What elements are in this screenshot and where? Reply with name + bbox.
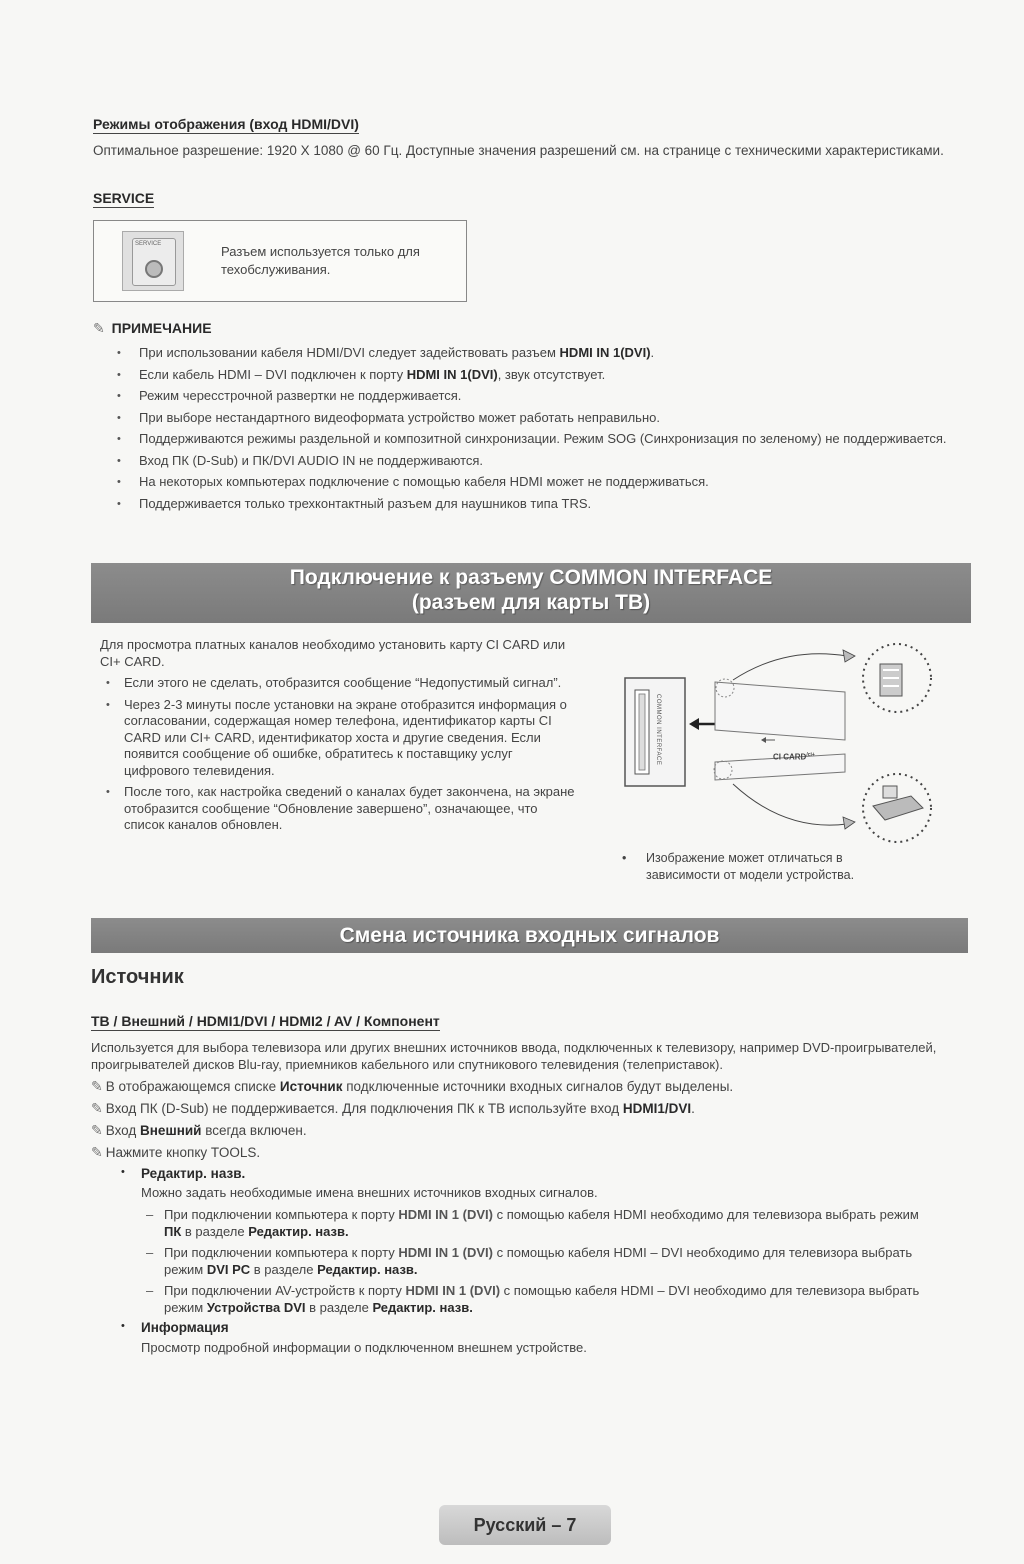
ci-bullet: • После того, как настройка сведений о каналах будет закончена, на экране отобразится сообщение “Обновление завершено”, означающее, что список каналов обновлен. (100, 784, 578, 834)
pencil-icon: ✎ (91, 1078, 103, 1094)
source-note: ✎ Вход ПК (D-Sub) не поддерживается. Для подключения ПК к ТВ используйте вход HDMI1/DVI. (91, 1100, 695, 1116)
source-note: ✎ Нажмите кнопку TOOLS. (91, 1144, 261, 1160)
display-modes-heading: Режимы отображения (вход HDMI/DVI) (93, 116, 359, 132)
note-item: • Режим чересстрочной развертки не поддерживается. (109, 388, 973, 405)
pencil-icon: ✎ (91, 1144, 103, 1160)
ci-bullet: • Через 2-3 минуты после установки на экране отобразится информация о согласовании, содержащая номер телефона, идентификатор карты CI CARD или CI+ CARD, идентификатор хоста и другие сведения. Если появится сообщение об ошибке, обратитесь к поставщику услуг цифрового телевидения. (100, 697, 578, 780)
note-item: • Вход ПК (D-Sub) и ПК/DVI AUDIO IN не поддерживаются. (109, 453, 973, 470)
source-notes (91, 1078, 971, 1161)
note-item: • Поддерживаются режимы раздельной и композитной синхронизации. Режим SOG (Синхронизация по зеленому) не поддерживается. (109, 431, 973, 448)
edit-name-title: Редактир. назв. (141, 1166, 246, 1181)
ci-image-note-text: Изображение может отличаться в зависимости от модели устройства. (646, 851, 855, 882)
note-list (93, 345, 973, 512)
note-item: • Поддерживается только трехконтактный разъем для наушников типа TRS. (109, 496, 973, 513)
info-desc: Просмотр подробной информации о подключенном внешнем устройстве. (141, 1340, 587, 1355)
edit-name-block: • Редактир. назв. Можно задать необходимые имена внешних источников входных сигналов. – При подключении компьютера к порту HDMI IN 1 (DVI) с помощью кабеля HDMI необходимо для телевизора выбрать режим ПК в разделе Редактир. назв. – При подключении компьютера к порту HDMI IN 1 (DVI) с помощью кабеля HDMI – DVI необходимо для телевизора выбрать режим DVI PC в разделе Редактир. назв. – При подключении AV-устройств к порту HDMI IN 1 (DVI) с помощью кабеля HDMI – DVI необходимо для телевизора выбрать режим Устройства DVI в разделе Редактир. назв. • Информация Просмотр подробной информации о подключенном внешнем устройстве. (121, 1166, 971, 1355)
info-title: Информация (141, 1320, 229, 1335)
source-note: ✎ В отображающемся списке Источник подключенные источники входных сигналов будут выделены. (91, 1078, 734, 1094)
service-section (93, 190, 154, 208)
note-item: • При выборе нестандартного видеоформата устройство может работать неправильно. (109, 410, 973, 427)
note-section (93, 320, 973, 517)
service-heading: SERVICE (93, 190, 155, 206)
ci-banner (91, 563, 971, 623)
edit-name-list (141, 1206, 921, 1316)
ci-card-label: CI $CARD^{/ci+}$ (773, 752, 815, 762)
source-banner: Смена источника входных сигналов (91, 918, 968, 953)
service-port-image (122, 231, 184, 291)
service-box (93, 220, 467, 302)
note-pencil-icon: ✎ (93, 320, 105, 336)
display-modes-section (93, 116, 973, 159)
ci-bullet-list (100, 675, 578, 834)
source-text: Используется для выбора телевизора или других внешних источников ввода, подключенных к телевизору, например DVD-проигрывателей, проигрывателей дисков Blu-ray, приемников кабельного или спутникового телевидения (телеприставок). (91, 1040, 937, 1072)
edit-name-item: – При подключении компьютера к порту HDMI IN 1 (DVI) с помощью кабеля HDMI – DVI необходимо для телевизора выбрать режим DVI PC в разделе Редактир. назв. (141, 1244, 921, 1278)
source-title: Источник (91, 966, 184, 988)
ci-diagram (615, 636, 955, 846)
service-jack-icon (145, 260, 163, 278)
note-item: • Если кабель HDMI – DVI подключен к порту HDMI IN 1(DVI), звук отсутствует. (109, 367, 973, 384)
ci-banner-line2: (разъем для карты ТВ) (411, 591, 651, 614)
edit-name-item: – При подключении AV-устройств к порту HDMI IN 1 (DVI) с помощью кабеля HDMI – DVI необходимо для телевизора выбрать режим Устройства DVI в разделе Редактир. назв. (141, 1282, 921, 1316)
edit-name-desc: Можно задать необходимые имена внешних источников входных сигналов. (141, 1185, 598, 1200)
note-item: • На некоторых компьютерах подключение с помощью кабеля HDMI может не поддерживаться. (109, 474, 973, 491)
pencil-icon: ✎ (91, 1100, 103, 1116)
source-section (91, 966, 971, 1355)
service-port-label: SERVICE (135, 241, 162, 247)
ci-image-note: • Изображение может отличаться в зависимости от модели устройства. (622, 851, 855, 882)
ci-text-section (100, 636, 578, 839)
edit-name-item: – При подключении компьютера к порту HDMI IN 1 (DVI) с помощью кабеля HDMI необходимо для телевизора выбрать режим ПК в разделе Редактир. назв. (141, 1206, 921, 1240)
source-subheading: ТВ / Внешний / HDMI1/DVI / HDMI2 / AV / Компонент (91, 1013, 440, 1029)
ci-bullet: • Если этого не сделать, отобразится сообщение “Недопустимый сигнал”. (100, 675, 578, 692)
pencil-icon: ✎ (91, 1122, 103, 1138)
ci-banner-line1: Подключение к разъему COMMON INTERFACE (289, 566, 773, 589)
note-item: • При использовании кабеля HDMI/DVI следует задействовать разъем HDMI IN 1(DVI). (109, 345, 973, 362)
page-footer: Русский – 7 (439, 1505, 611, 1545)
ci-slot-label: COMMON INTERFACE (655, 694, 661, 766)
source-note: ✎ Вход Внешний всегда включен. (91, 1122, 307, 1138)
note-heading: ПРИМЕЧАНИЕ (111, 320, 212, 336)
service-text: Разъем используется только для техобслуживания. (221, 244, 420, 277)
display-modes-text: Оптимальное разрешение: 1920 X 1080 @ 60 Гц. Доступные значения разрешений см. на странице с техническими характеристиками. (93, 143, 944, 158)
ci-intro: Для просмотра платных каналов необходимо установить карту CI CARD или CI+ CARD. (100, 637, 566, 669)
